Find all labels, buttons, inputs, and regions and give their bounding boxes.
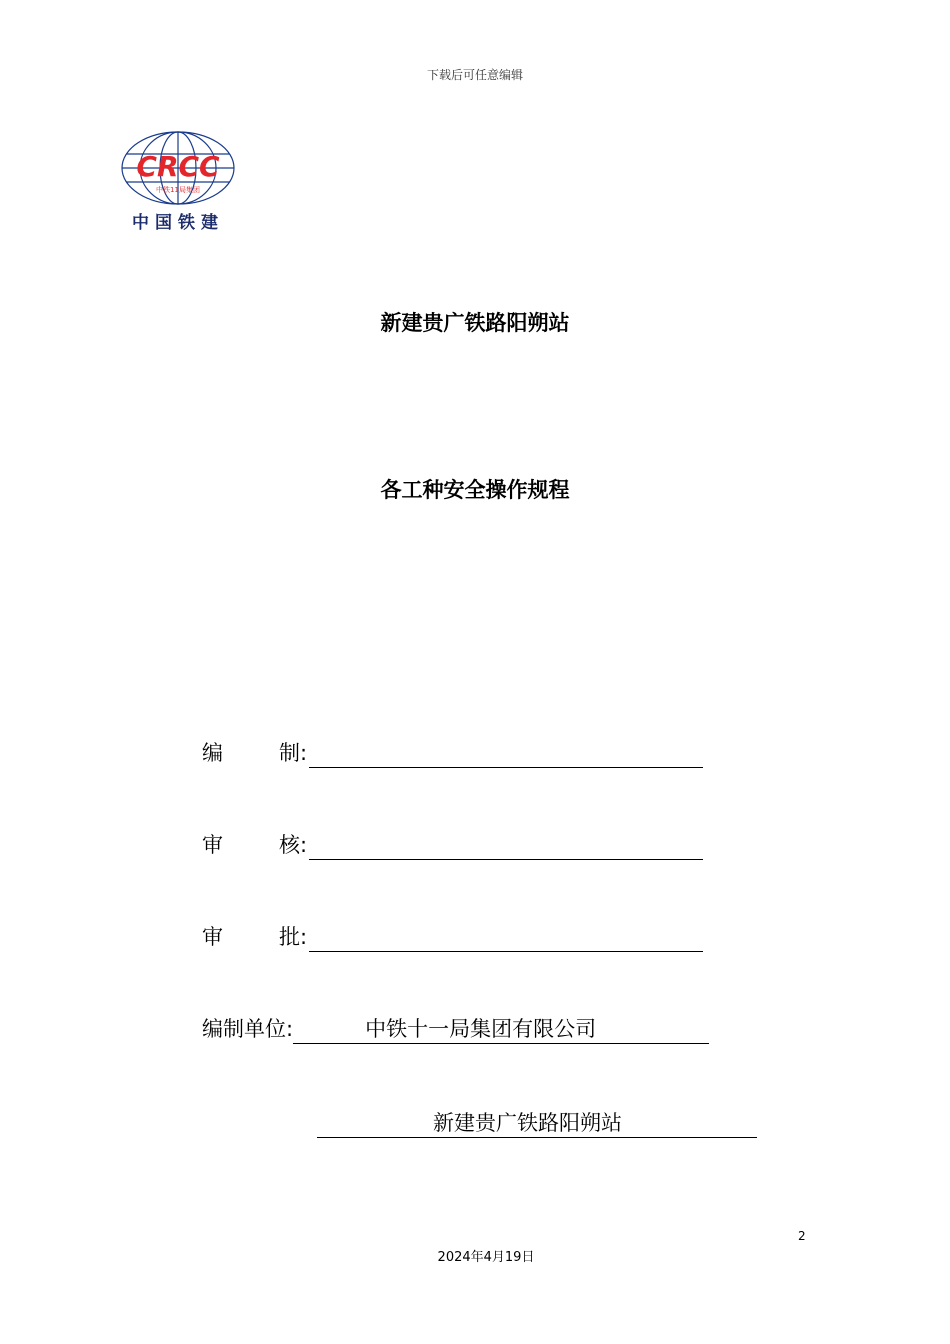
crcc-globe-logo-icon bbox=[116, 130, 240, 210]
signature-row-reviewed: 审 核 : bbox=[202, 830, 703, 860]
signature-label: 审 批 bbox=[202, 925, 300, 949]
logo-wordmark: CRCC bbox=[136, 150, 220, 183]
logo-subtext: 中铁11局集团 bbox=[156, 186, 200, 194]
signature-label: 编 制 bbox=[202, 741, 300, 765]
company-logo bbox=[116, 130, 240, 234]
signature-label: 审 核 bbox=[202, 833, 300, 857]
compiling-unit-row bbox=[202, 1014, 709, 1044]
signature-line bbox=[309, 835, 703, 860]
page-number: 2 bbox=[798, 1229, 806, 1243]
compiling-unit-value-2: 新建贵广铁路阳朔站 bbox=[317, 1108, 757, 1138]
header-note: 下载后可任意编辑 bbox=[426, 68, 523, 82]
project-title: 新建贵广铁路阳朔站 bbox=[380, 311, 570, 335]
document-title: 各工种安全操作规程 bbox=[380, 478, 570, 502]
signature-line bbox=[309, 927, 703, 952]
compiling-unit-value: 中铁十一局集团有限公司 bbox=[293, 1014, 709, 1044]
signature-row-compiled: 编 制 : bbox=[202, 738, 703, 768]
compiling-unit-label: 编制单位: bbox=[202, 1017, 294, 1041]
logo-caption: 中国铁建 bbox=[132, 213, 224, 233]
signature-row-approved: 审 批 : bbox=[202, 922, 703, 952]
signature-line bbox=[309, 743, 703, 768]
document-date: 2024年4月19日 bbox=[437, 1250, 535, 1265]
